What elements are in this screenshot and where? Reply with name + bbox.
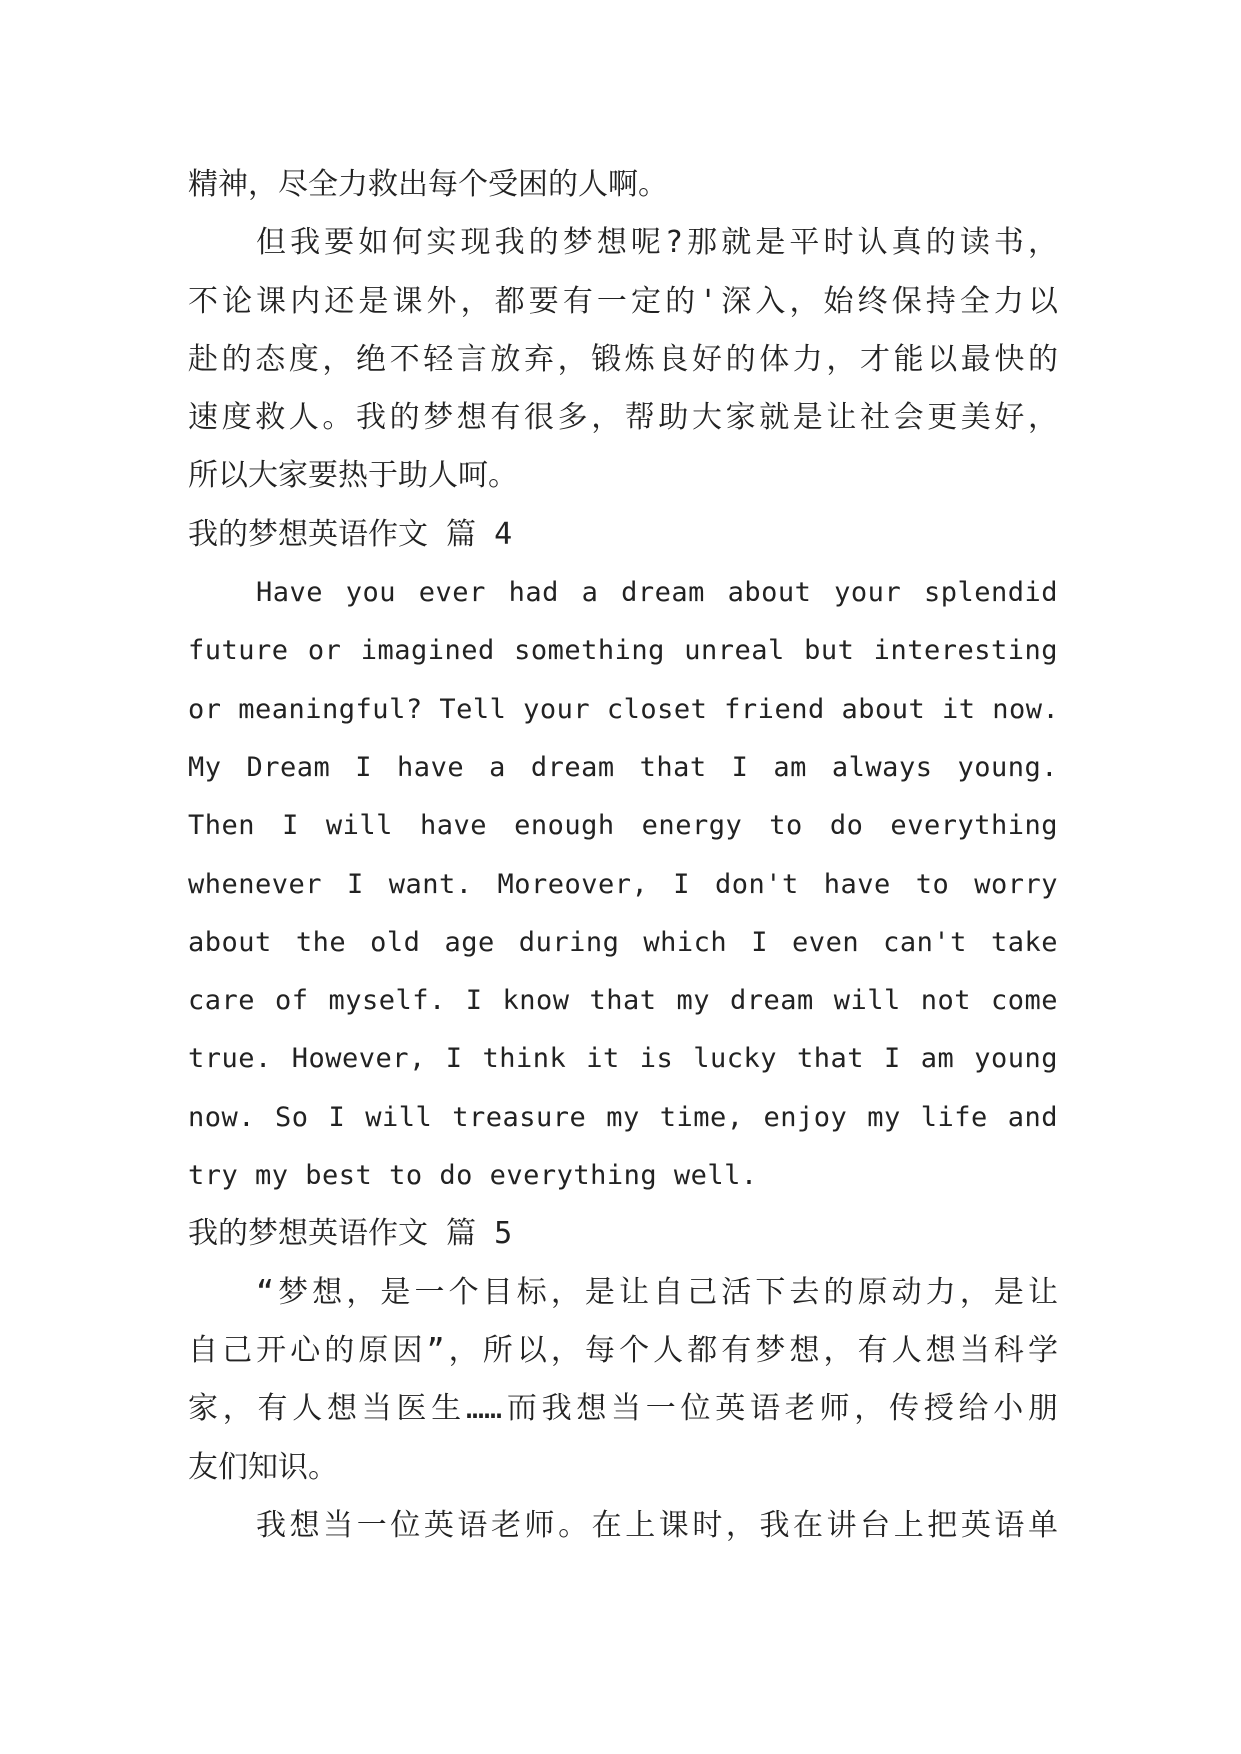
paragraph-line: 家，有人想当医生……而我想当一位英语老师，传授给小朋 xyxy=(188,1391,1058,1427)
document-page xyxy=(188,156,1058,1555)
english-paragraph-line: Then I will have enough energy to do everything xyxy=(188,810,1058,842)
english-paragraph-line: now. So I will treasure my time, enjoy my life and xyxy=(188,1101,1058,1133)
paragraph-line: 自己开心的原因”，所以，每个人都有梦想，有人想当科学 xyxy=(188,1332,1058,1368)
english-paragraph-line: whenever I want. Moreover, I don't have to worry xyxy=(188,868,1058,900)
paragraph-line: 所以大家要热于助人呵。 xyxy=(188,458,518,494)
english-paragraph-line: or meaningful? Tell your closet friend about it now. xyxy=(188,693,1060,725)
paragraph-line: 我想当一位英语老师。在上课时，我在讲台上把英语单 xyxy=(256,1507,1058,1543)
paragraph-line: 精神，尽全力救出每个受困的人啊。 xyxy=(188,167,668,202)
english-paragraph-line: Have you ever had a dream about your splendid xyxy=(256,577,1058,609)
section-heading-4: 我的梦想英语作文 篇 4 xyxy=(188,516,513,552)
paragraph-line: 友们知识。 xyxy=(188,1449,338,1485)
paragraph-line: 不论课内还是课外，都要有一定的'深入，始终保持全力以 xyxy=(188,283,1058,319)
paragraph-line: 但我要如何实现我的梦想呢?那就是平时认真的读书， xyxy=(256,225,1058,261)
english-paragraph-line: true. However, I think it is lucky that I am young xyxy=(188,1043,1058,1075)
english-paragraph-line: care of myself. I know that my dream will not come xyxy=(188,985,1058,1017)
paragraph-line: 赴的态度，绝不轻言放弃，锻炼良好的体力，才能以最快的 xyxy=(188,341,1058,377)
paragraph-line: “梦想，是一个目标，是让自己活下去的原动力，是让 xyxy=(256,1274,1058,1310)
english-paragraph-line: My Dream I have a dream that I am always young. xyxy=(188,751,1058,783)
paragraph-line: 速度救人。我的梦想有很多，帮助大家就是让社会更美好， xyxy=(188,400,1058,436)
english-paragraph-line: future or imagined something unreal but interesting xyxy=(188,635,1058,667)
english-paragraph-line: try my best to do everything well. xyxy=(188,1160,758,1192)
section-heading-5: 我的梦想英语作文 篇 5 xyxy=(188,1216,513,1252)
english-paragraph-line: about the old age during which I even can't take xyxy=(188,926,1058,958)
